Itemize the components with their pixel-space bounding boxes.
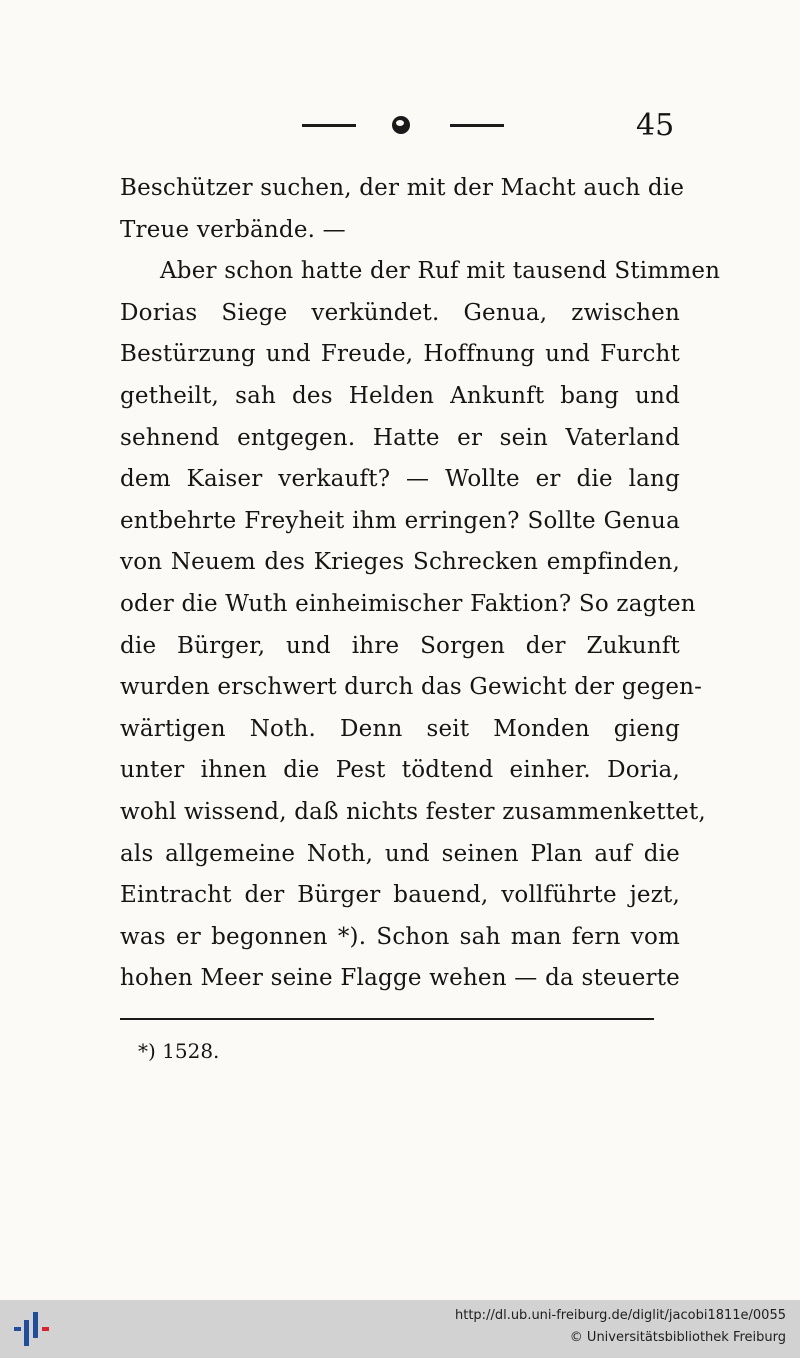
permalink-link[interactable]: http://dl.ub.uni-freiburg.de/diglit/jacobi1811e/0055: [455, 1308, 786, 1323]
header-ornament-icon: [392, 116, 410, 134]
ub-freiburg-logo-icon: [14, 1310, 50, 1348]
text-line: Dorias Siege verkündet. Genua, zwischen: [120, 299, 680, 326]
text-line: Bestürzung und Freude, Hoffnung und Furcht: [120, 341, 680, 368]
body-text: [120, 168, 721, 1000]
text-line: als allgemeine Noth, und seinen Plan auf die: [120, 840, 680, 867]
text-line: was er begonnen *). Schon sah man fern vom: [120, 923, 680, 950]
text-line: wärtigen Noth. Denn seit Monden gieng: [120, 715, 680, 742]
page-header: [0, 108, 800, 148]
text-line: sehnend entgegen. Hatte er sein Vaterland: [120, 424, 680, 451]
text-line: wohl wissend, daß nichts fester zusammenkettet,: [120, 798, 706, 825]
text-line: Beschützer suchen, der mit der Macht auch die: [120, 175, 685, 201]
viewer-footer: [0, 1300, 800, 1358]
footnote: *) 1528.: [138, 1039, 220, 1063]
header-dash-left: [302, 124, 356, 127]
text-line: Aber schon hatte der Ruf mit tausend Stimmen: [160, 258, 721, 285]
text-line: unter ihnen die Pest tödtend einher. Doria,: [120, 757, 680, 784]
footnote-divider: [120, 1018, 654, 1020]
text-line: Treue verbände. —: [120, 216, 346, 243]
text-line: hohen Meer seine Flagge wehen — da steuerte: [120, 965, 680, 992]
text-line: entbehrte Freyheit ihm erringen? Sollte Genua: [120, 507, 680, 534]
text-line: oder die Wuth einheimischer Faktion? So zagten: [120, 590, 696, 617]
text-line: von Neuem des Krieges Schrecken empfinden,: [120, 549, 680, 576]
header-dash-right: [450, 124, 504, 127]
text-line: getheilt, sah des Helden Ankunft bang und: [120, 382, 680, 409]
text-line: dem Kaiser verkauft? — Wollte er die lang: [120, 466, 680, 493]
text-line: wurden erschwert durch das Gewicht der gegen-: [120, 674, 703, 701]
text-line: Eintracht der Bürger bauend, vollführte jezt,: [120, 882, 680, 909]
copyright-notice: © Universitätsbibliothek Freiburg: [569, 1330, 786, 1345]
page-number: 45: [636, 108, 675, 143]
text-line: die Bürger, und ihre Sorgen der Zukunft: [120, 632, 680, 659]
logo-graphic: [14, 1310, 50, 1348]
